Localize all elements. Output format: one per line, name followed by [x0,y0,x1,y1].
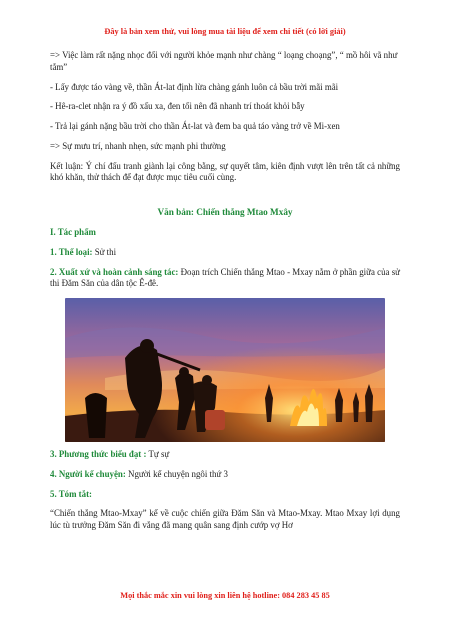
narrator-value: Người kể chuyện ngôi thứ 3 [125,468,228,479]
origin-value: Đoạn trích Chiến thắng Mtao - Mxay nằm ở phần giữa của sử thi Đăm Săn của dân tộc Ê-đê. [50,266,400,289]
paragraph: => Việc làm rất nặng nhọc đối với người khỏe mạnh như chàng “ loạng choạng”, “ mồ hôi vã như tắm” [50,50,398,72]
document-body [50,50,400,540]
summary-label: 5. Tóm tắt: [50,488,92,499]
mode-label: 3. Phương thức biểu đạt : [50,449,147,460]
preview-notice: Đây là bản xem thử, vui lòng mua tài liệu để xem chi tiết (có lời giải) [104,27,346,36]
genre-value: Sử thi [92,246,117,257]
origin-line [50,267,400,291]
narrator-line [50,469,400,481]
genre-label: 1. Thể loại: [50,246,93,257]
heading-work: I. Tác phẩm [50,227,96,238]
section-title: Văn bản: Chiến thắng Mtao Mxây [157,207,293,217]
mode-value: Tự sự [146,449,170,460]
hotline-footer: Mọi thắc mắc xin vui lòng xin liên hệ hotline: 084 283 45 85 [120,591,330,600]
origin-label: 2. Xuất xứ và hoàn cảnh sáng tác: [50,266,179,277]
paragraph: - Hê-ra-clet nhận ra ý đồ xấu xa, đen tối nên đã nhanh trí thoát khỏi bẫy [50,101,305,112]
paragraph: - Lấy được táo vàng về, thần Át-lat định lừa chàng gánh luôn cả bầu trời mãi mãi [50,81,339,92]
summary-text: “Chiến thắng Mtao-Mxay” kể về cuộc chiến giữa Đăm Săn và Mtao-Mxay. Mtao Mxay lợi dụng lúc tù trưởng Đăm Săn đi vắng đã mang quân sang định cướp vợ Hơ [50,508,400,531]
festival-bonfire-photo [65,298,385,442]
paragraph: - Trả lại gánh nặng bầu trời cho thần Át-lat và đem ba quả táo vàng trở về Mi-xen [50,121,340,131]
paragraph: => Sự mưu trí, nhanh nhẹn, sức mạnh phi thường [50,140,226,151]
conclusion-paragraph: Kết luận: Ý chí đấu tranh giành lại công bằng, sự quyết tâm, kiên định vượt lên trên tất cả những khó khăn, thử thách để đạt được mục tiêu cuối cùng. [50,160,400,183]
mode-line [50,449,400,461]
genre-line [50,247,400,259]
narrator-label: 4. Người kể chuyện: [50,468,126,479]
